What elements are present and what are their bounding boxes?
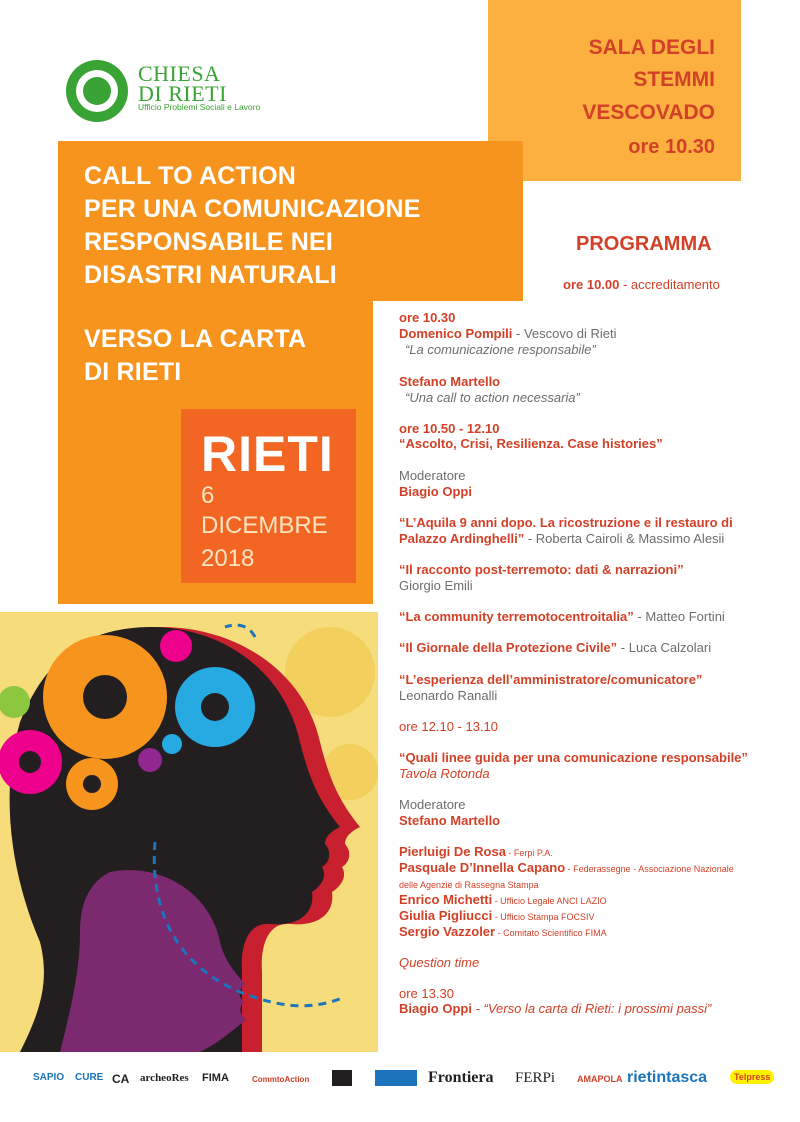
session-3-title: “Ascolto, Crisi, Resilienza. Case histories”: [399, 436, 663, 451]
logo-name: CHIESA DI RIETI: [138, 61, 227, 106]
sponsor-ferpi: FERPi: [515, 1070, 556, 1086]
gear-hub: [83, 675, 127, 719]
talk-5-speaker: Leonardo Ranalli: [399, 688, 498, 703]
programme-heading: PROGRAMMA: [576, 233, 712, 255]
sponsor-logo-blue: [375, 1070, 417, 1086]
talk-1-speakers: Palazzo Ardinghelli” - Roberta Cairoli & Massimo Alesii: [399, 531, 725, 546]
talk-5-title: “L’esperienza dell’amministratore/comunicatore”: [399, 672, 703, 687]
title-line-6: DI RIETI: [84, 358, 182, 386]
head-gears-illustration: [0, 612, 378, 1052]
organizer-logo: [66, 56, 261, 126]
session-4-title: “Quali linee guida per una comunicazione responsabile”: [399, 750, 748, 765]
sponsor-commtoaction: CommtoAction: [252, 1075, 310, 1084]
talk-2-title: “Il racconto post-terremoto: dati & narrazioni”: [399, 562, 684, 577]
talk-3: “La community terremotocentroitalia” - Matteo Fortini: [399, 609, 725, 624]
title-line-2: PER UNA COMUNICAZIONE: [84, 195, 421, 223]
session-5-time: ore 13.30: [399, 986, 454, 1001]
venue-line-1: SALA DEGLI: [588, 36, 715, 59]
gear-hub: [201, 693, 229, 721]
title-line-3: RESPONSABILE NEI: [84, 228, 334, 256]
sponsor-bar: [30, 1068, 775, 1098]
session-1-talk: “La comunicazione responsabile”: [405, 342, 596, 357]
session-3-time: ore 10.50 - 12.10: [399, 421, 500, 436]
session-5-speaker: Biagio Oppi - “Verso la carta di Rieti: i prossimi passi”: [399, 1001, 712, 1016]
venue-line-2: STEMMI: [633, 68, 715, 91]
sponsor-sapio: SAPIO: [33, 1072, 65, 1083]
panelist-1: Pierluigi De Rosa - Ferpi P.A.: [399, 844, 553, 859]
talk-2-speaker: Giorgio Emili: [399, 578, 473, 593]
sponsor-cure: CURE: [75, 1072, 104, 1083]
moderator-2-name: Stefano Martello: [399, 813, 501, 828]
panelist-5: Sergio Vazzoler - Comitato Scientifico FIMA: [399, 924, 607, 939]
title-line-4: DISASTRI NATURALI: [84, 261, 337, 289]
sponsor-amapola: AMAPOLA: [577, 1074, 623, 1084]
session-4-time: ore 12.10 - 13.10: [399, 719, 499, 734]
logo-subtitle: Ufficio Problemi Sociali e Lavoro: [138, 102, 261, 112]
gear-pink-small: [160, 630, 192, 662]
gear-purple: [138, 748, 162, 772]
panelist-2-org: delle Agenzie di Rassegna Stampa: [399, 880, 539, 890]
accreditation: ore 10.00 - accreditamento: [563, 277, 720, 292]
panelist-3: Enrico Michetti - Ufficio Legale ANCI LAZIO: [399, 892, 607, 907]
panelist-2: Pasquale D’Innella Capano - Federassegne - Associazione Nazionale: [399, 860, 734, 875]
sponsor-ca: CA: [112, 1072, 130, 1086]
session-1-time: ore 10.30: [399, 310, 456, 325]
event-city: RIETI: [201, 426, 334, 482]
session-1-speaker: Domenico Pompili - Vescovo di Rieti: [399, 326, 617, 341]
chiesa-rieti-logo-icon: [66, 60, 128, 122]
session-2-speaker: Stefano Martello: [399, 374, 501, 389]
sponsor-rietintasca: rietintasca: [627, 1069, 708, 1086]
gear-blue-small: [162, 734, 182, 754]
moderator-2-label: Moderatore: [399, 797, 466, 812]
talk-4: “Il Giornale della Protezione Civile” - Luca Calzolari: [399, 640, 712, 655]
sponsor-logo-tower: [332, 1070, 352, 1086]
event-day: 6: [201, 482, 215, 509]
title-line-1: CALL TO ACTION: [84, 162, 297, 190]
moderator-1-name: Biagio Oppi: [399, 484, 472, 499]
venue-time: ore 10.30: [628, 136, 715, 158]
session-4-subtitle: Tavola Rotonda: [399, 766, 490, 781]
sponsor-frontiera: Frontiera: [428, 1069, 494, 1086]
panelist-4: Giulia Pigliucci - Ufficio Stampa FOCSIV: [399, 908, 595, 923]
session-2-talk: “Una call to action necessaria”: [405, 390, 580, 405]
sponsor-archeores: archeoRes: [140, 1072, 189, 1084]
title-line-5: VERSO LA CARTA: [84, 325, 307, 353]
venue-line-3: VESCOVADO: [582, 101, 715, 124]
sponsor-telpress: Telpress: [730, 1070, 774, 1084]
moderator-1-label: Moderatore: [399, 468, 466, 483]
talk-1-title: “L’Aquila 9 anni dopo. La ricostruzione e il restauro di: [399, 515, 733, 530]
event-month: DICEMBRE: [201, 512, 328, 539]
gear-hub: [83, 775, 101, 793]
sponsor-fima: FIMA: [202, 1072, 229, 1084]
event-year: 2018: [201, 545, 255, 572]
venue-box: [488, 0, 741, 181]
question-time: Question time: [399, 955, 480, 970]
gear-hub: [19, 751, 41, 773]
